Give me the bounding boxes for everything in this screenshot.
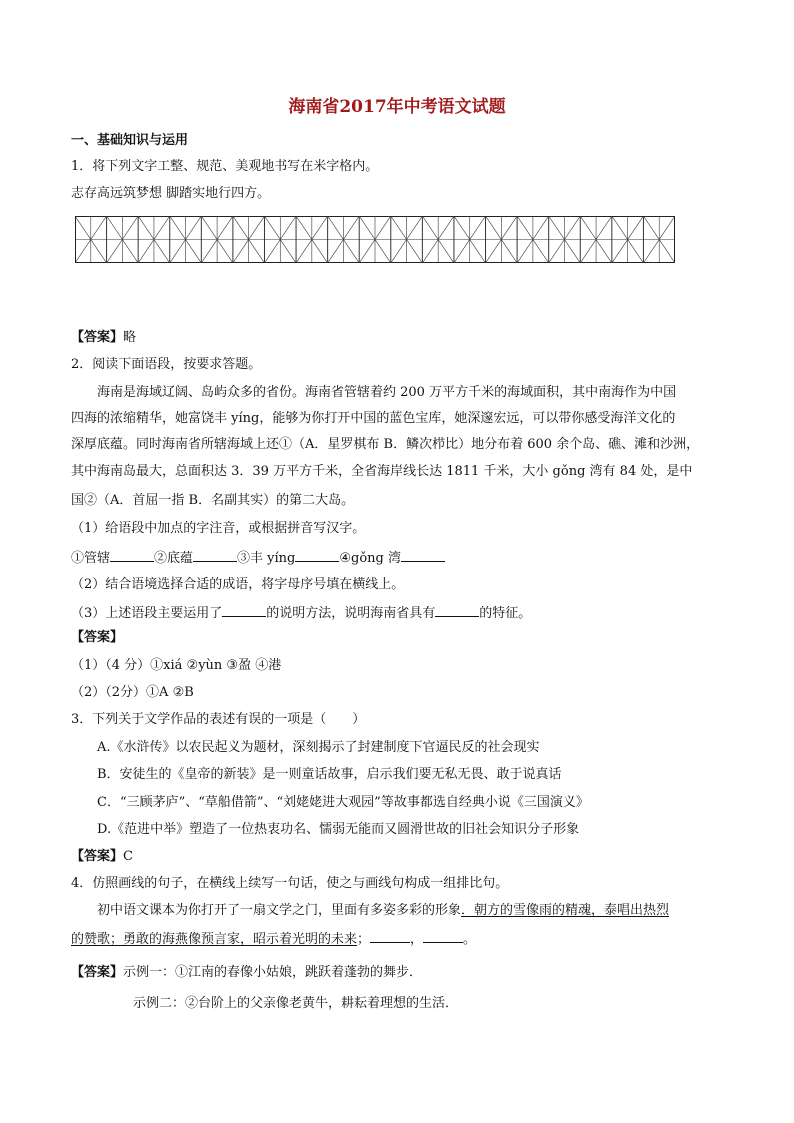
mizige-cell	[75, 216, 107, 263]
fill-label: ④gǒng 湾	[339, 551, 402, 566]
q4-passage-line-1	[97, 903, 669, 919]
passage-line: 海南是海域辽阔、岛屿众多的省份。海南省管辖着约 200 万平方千米的海域面积，其中南海作为中国	[97, 385, 677, 400]
q1-stem: 1．将下列文字工整、规范、美观地书写在米字格内。	[71, 159, 379, 174]
mizige-cell	[612, 216, 644, 263]
mizige-cell	[486, 216, 518, 263]
passage-line: 四海的浓缩精华，她富饶丰 yíng，能够为你打开中国的蓝色宝库，她深邃宏远，可以带你感受海洋文化的	[71, 411, 676, 426]
q3-stem: 3．下列关于文学作品的表述有误的一项是（ ）	[71, 712, 366, 727]
punct: ，	[410, 932, 424, 947]
q2-stem: 2．阅读下面语段，按要求答题。	[71, 357, 262, 372]
q2-answer-1: （1）（4 分）①xiá ②yùn ③盈 ④港	[71, 658, 282, 673]
punct: ；	[357, 932, 371, 947]
q2-sub3	[71, 604, 531, 622]
mizige-cell	[328, 216, 360, 263]
mizige-cell	[201, 216, 233, 263]
passage-line: 其中海南岛最大，总面积达 3．39 万平方千米，全省海岸线长达 1811 千米，大小 gǒng 湾有 84 处，是中	[71, 464, 693, 479]
mizige-cell	[264, 216, 296, 263]
mizige-cell	[422, 216, 454, 263]
fill-blank[interactable]	[110, 549, 154, 562]
answer-label: 【答案】	[71, 849, 124, 864]
answer-text: C	[123, 849, 133, 864]
fill-blank[interactable]	[370, 930, 410, 943]
answer-example-1: 示例一：①江南的春像小姑娘，跳跃着蓬勃的舞步．	[123, 965, 423, 980]
answer-text: 略	[123, 330, 137, 345]
q3-option-d: D.《范进中举》塑造了一位热衷功名、懦弱无能而又圆滑世故的旧社会知识分子形象	[97, 822, 580, 837]
mizige-cell	[233, 216, 265, 263]
fill-label: ①管辖	[71, 551, 111, 566]
mizige-cell	[517, 216, 549, 263]
fill-blank[interactable]	[193, 549, 237, 562]
sub3-text: 的说明方法，说明海南省具有	[266, 606, 436, 621]
mizige-cell	[549, 216, 581, 263]
sub3-text: 的特征。	[479, 606, 532, 621]
fill-blank[interactable]	[435, 604, 479, 617]
mizige-cell	[391, 216, 423, 263]
passage-line: 国②（A．首屈一指 B．名副其实）的第二大岛。	[71, 493, 355, 508]
answer-label: 【答案】	[71, 965, 124, 980]
mizige-cell	[454, 216, 486, 263]
mizige-grid	[75, 216, 675, 263]
q4-underlined-sentence: 的赞歌；勇敢的海燕像预言家，昭示着光明的未来	[71, 932, 358, 947]
fill-label: ③丰 yíng	[237, 551, 296, 566]
q2-answer-2: （2）（2分）①A ②B	[71, 685, 194, 700]
fill-blank[interactable]	[401, 549, 445, 562]
mizige-cell	[296, 216, 328, 263]
mizige-cell	[138, 216, 170, 263]
fill-blank[interactable]	[423, 930, 463, 943]
q1-answer	[71, 330, 136, 346]
punct: 。	[463, 932, 477, 947]
q4-passage-line-2	[71, 930, 476, 948]
q2-sub1: （1）给语段中加点的字注音，或根据拼音写汉字。	[71, 521, 366, 536]
fill-blank[interactable]	[222, 604, 266, 617]
q4-underlined-sentence: ．朝方的雪像雨的精魂，泰唱出热烈	[461, 903, 670, 918]
answer-example-2: 示例二：②台阶上的父亲像老黄牛，耕耘着理想的生活．	[133, 996, 459, 1011]
q3-option-c: C．“三顾茅庐”、“草船借箭”、“刘姥姥进大观园”等故事都选自经典小说《三国演义》	[97, 795, 589, 810]
q3-option-a: A.《水浒传》以农民起义为题材，深刻揭示了封建制度下官逼民反的社会现实	[97, 740, 540, 755]
sub3-text: （3）上述语段主要运用了	[71, 606, 223, 621]
fill-blank[interactable]	[295, 549, 339, 562]
q2-answer-label: 【答案】	[71, 630, 124, 645]
fill-label: ②底蕴	[154, 551, 194, 566]
q4-answer	[71, 965, 422, 981]
q4-lead: 初中语文课本为你打开了一扇文学之门，里面有多姿多彩的形象	[97, 903, 462, 918]
section-heading: 一、基础知识与运用	[71, 133, 189, 148]
mizige-cell	[643, 216, 675, 263]
q2-sub2: （2）结合语境选择合适的成语，将字母序号填在横线上。	[71, 577, 405, 592]
mizige-cell	[170, 216, 202, 263]
q4-stem: 4．仿照画线的句子，在横线上续写一句话，使之与画线句构成一组排比句。	[71, 876, 509, 891]
page-title: 海南省2017年中考语文试题	[288, 97, 506, 117]
passage-line: 深厚底蕴。同时海南省所辖海域上还①（A．星罗棋布 B．鳞次栉比）地分布着 600 余个岛、礁、滩和沙洲，	[71, 437, 700, 452]
q1-text: 志存高远筑梦想 脚踏实地行四方。	[71, 186, 271, 201]
q2-fill-line	[71, 549, 445, 567]
q3-option-b: B．安徒生的《皇帝的新装》是一则童话故事，启示我们要无私无畏、敢于说真话	[97, 767, 562, 782]
mizige-cell	[359, 216, 391, 263]
q3-answer	[71, 849, 133, 865]
answer-label: 【答案】	[71, 330, 124, 345]
mizige-cell	[107, 216, 139, 263]
mizige-cell	[580, 216, 612, 263]
